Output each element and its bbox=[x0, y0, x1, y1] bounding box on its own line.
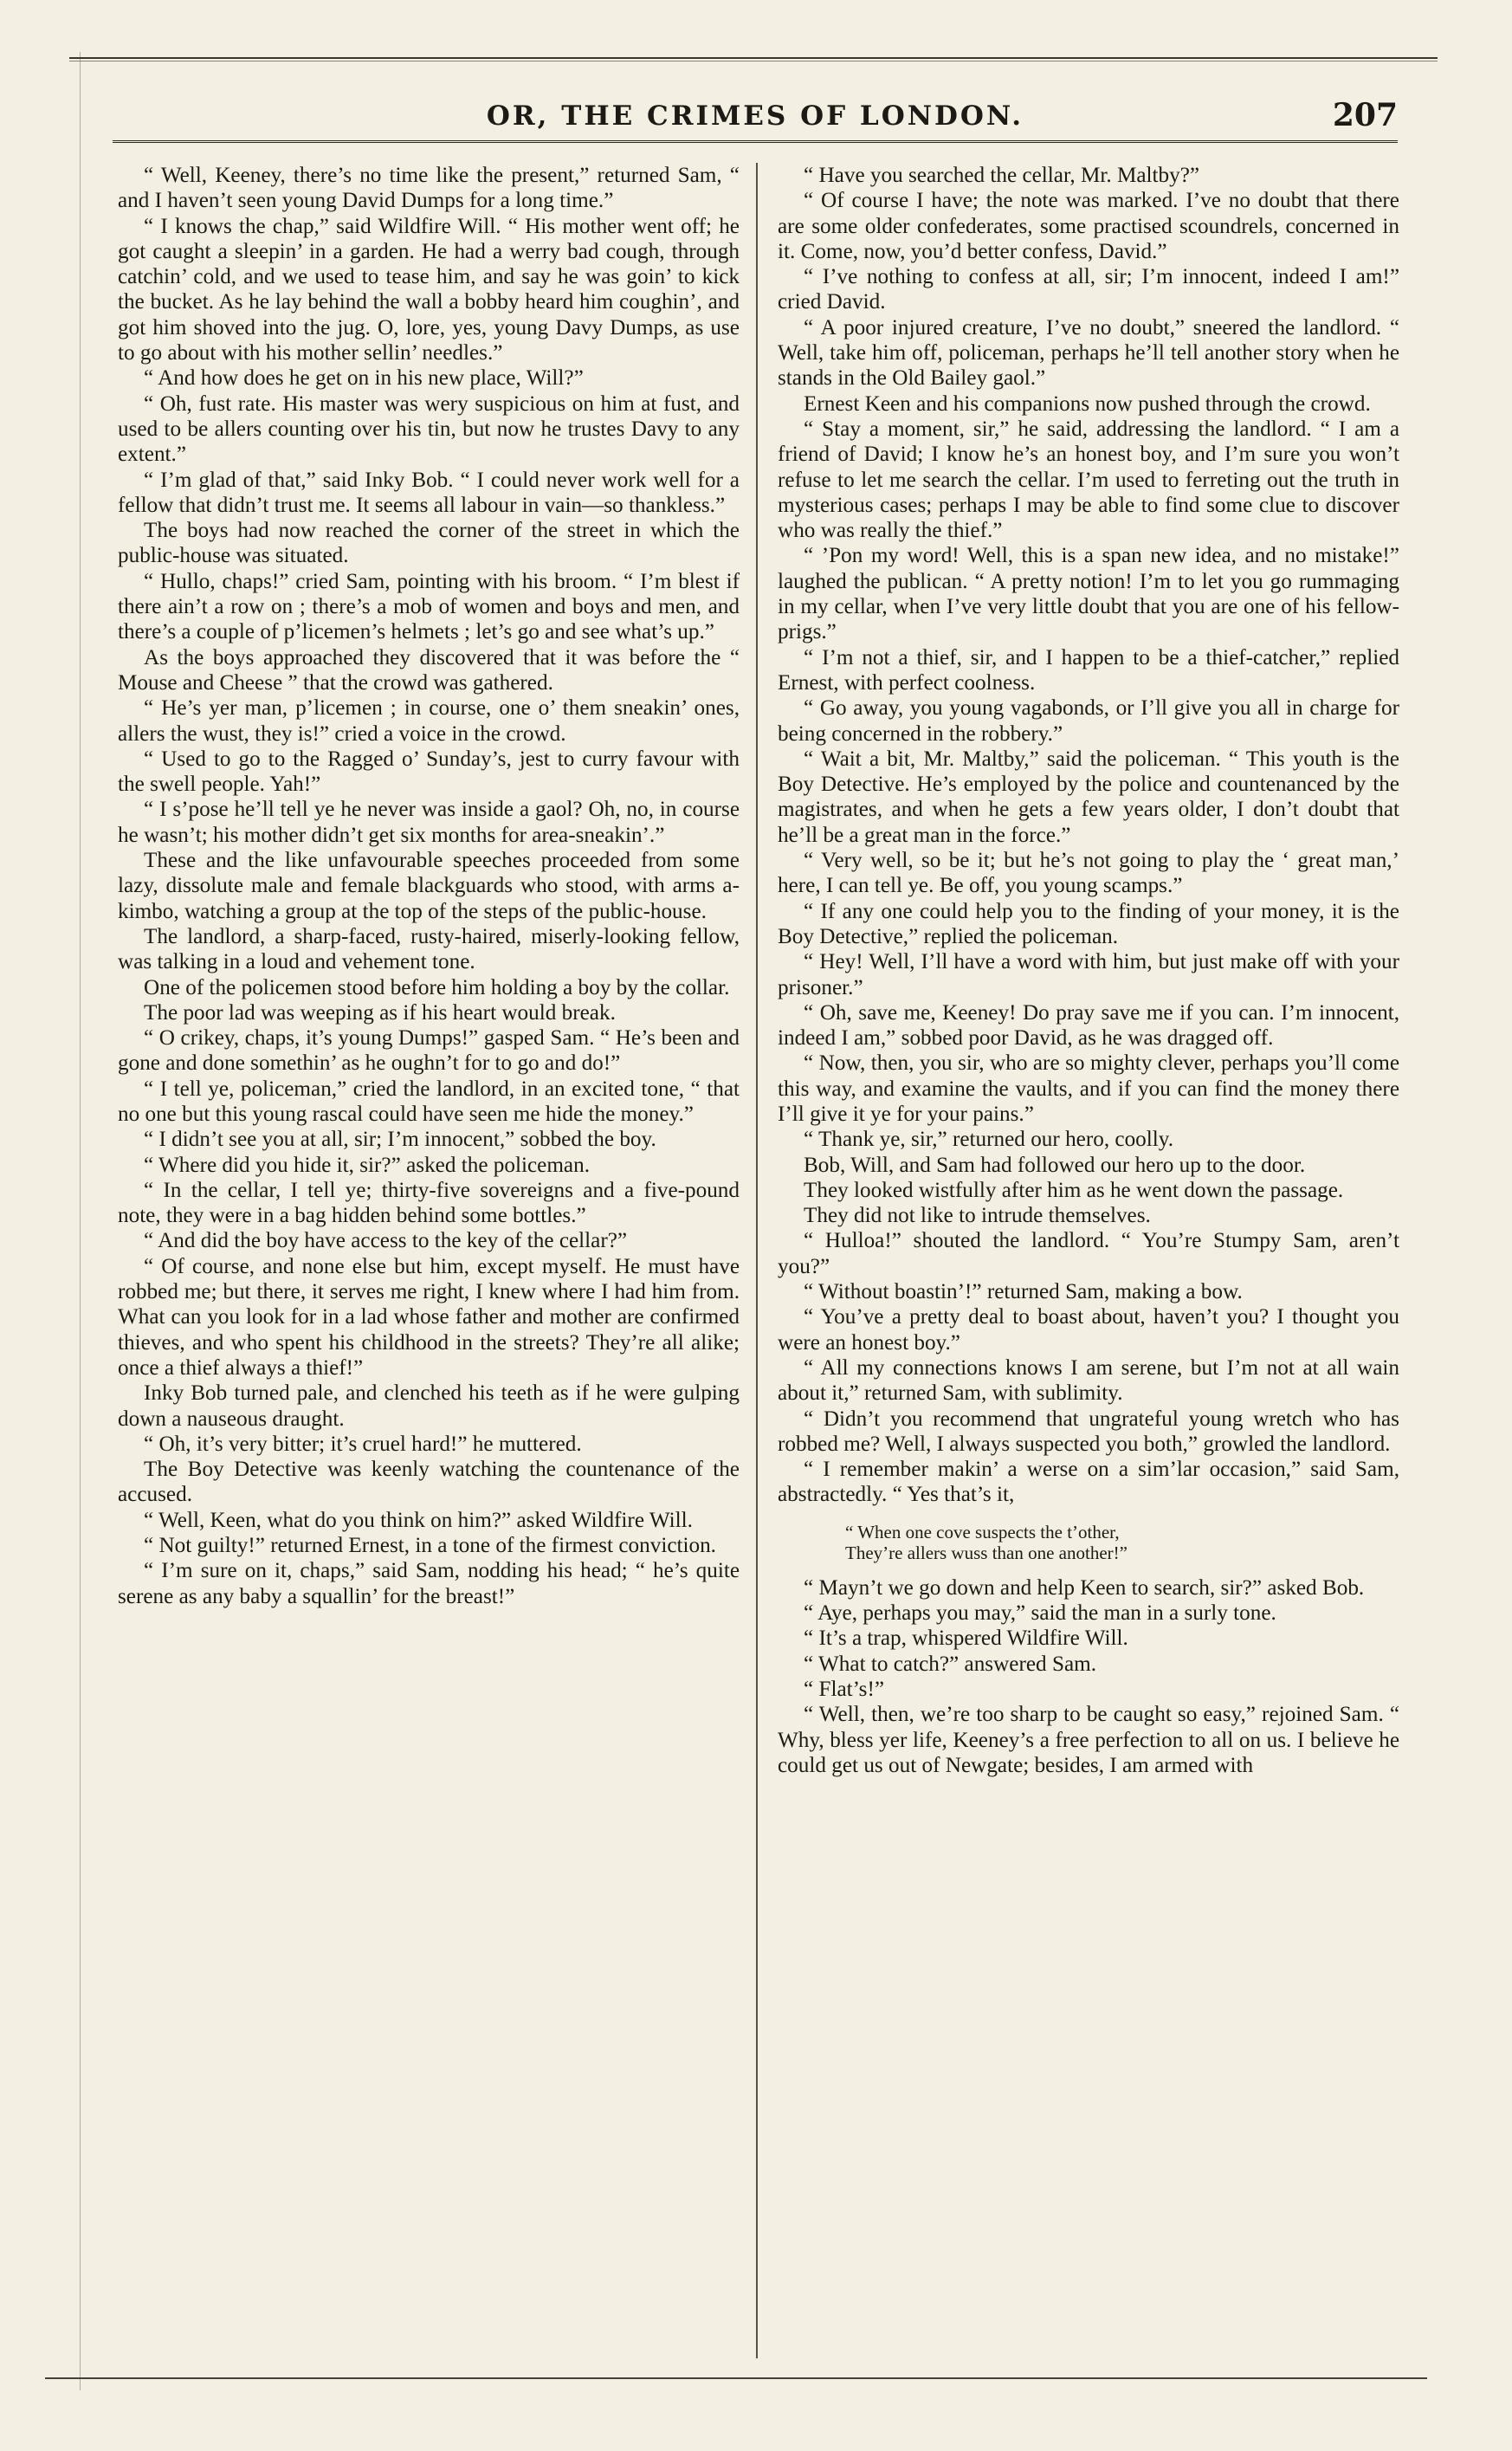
paragraph: “ You’ve a pretty deal to boast about, haven’t you? I thought you were an honest boy.” bbox=[778, 1305, 1399, 1355]
page-number: 207 bbox=[1332, 97, 1398, 133]
paragraph: As the boys approached they discovered that it was before the “ Mouse and Cheese ” that the crowd was gathered. bbox=[118, 645, 740, 695]
right-column bbox=[778, 163, 1399, 2354]
paragraph: The poor lad was weeping as if his heart would break. bbox=[144, 1000, 616, 1025]
paragraph: “ Well, then, we’re too sharp to be caught so easy,” rejoined Sam. “ Why, bless yer life, Keeney’s a free perfection to all on us. I believe he could get us out of Newgate; besides, I am armed with bbox=[778, 1703, 1399, 1777]
paragraph: “ What to catch?” answered Sam. bbox=[804, 1652, 1097, 1676]
paragraph: “ Stay a moment, sir,” he said, addressing the landlord. “ I am a friend of David; I know he’s an honest boy, and I’m sure you won’t refuse to let me search the cellar. I’m used to ferreting out the truth in mysterious cases; perhaps I may be able to find some clue to discover who was really the thief.” bbox=[778, 417, 1399, 543]
paragraph: “ A poor injured creature, I’ve no doubt,” sneered the landlord. “ Well, take him off, policeman, perhaps he’ll tell another story when he stands in the Old Bailey gaol.” bbox=[778, 315, 1399, 391]
paragraph: “ Where did you hide it, sir?” asked the policeman. bbox=[144, 1153, 591, 1177]
paragraph: “ Of course, and none else but him, except myself. He must have robbed me; but there, it serves me right, I knew where I had him from. What can you look for in a lad whose father and mother are confirmed thieves, and who spent his childhood in the streets? They’re all alike; once a thief always a thief!” bbox=[118, 1254, 740, 1380]
paragraph: One of the policemen stood before him holding a boy by the collar. bbox=[144, 975, 730, 999]
paragraph: “ Oh, save me, Keeney! Do pray save me if you can. I’m innocent, indeed I am,” sobbed poor David, as he was dragged off. bbox=[778, 1000, 1399, 1051]
paragraph: “ Wait a bit, Mr. Maltby,” said the policeman. “ This youth is the Boy Detective. He’s employed by the police and countenanced by the magistrates, and when he gets a few years older, I don’t doubt that he’ll be a great man in the force.” bbox=[778, 747, 1399, 847]
paragraph: “ Oh, fust rate. His master was wery suspicious on him at fust, and used to be allers counting over his tin, but now he trustes Davy to any extent.” bbox=[118, 391, 740, 467]
paragraph: The boys had now reached the corner of the street in which the public-house was situated. bbox=[118, 519, 740, 568]
paragraph: “ I tell ye, policeman,” cried the landlord, in an excited tone, “ that no one but this young rascal could have seen me hide the money.” bbox=[118, 1077, 740, 1126]
left-column bbox=[118, 163, 740, 2354]
paragraph: “ I didn’t see you at all, sir; I’m innocent,” sobbed the boy. bbox=[144, 1128, 656, 1152]
paragraph: “ Now, then, you sir, who are so mighty clever, perhaps you’ll come this way, and examine the vaults, and if you can find the money there I’ll give it ye for your pains.” bbox=[778, 1051, 1399, 1126]
paragraph: They did not like to intrude themselves. bbox=[804, 1204, 1151, 1228]
paragraph: “ Well, Keeney, there’s no time like the present,” returned Sam, “ and I haven’t seen young David Dumps for a long time.” bbox=[118, 164, 740, 213]
right-column-part-1 bbox=[778, 163, 1399, 1508]
paragraph: “ ’Pon my word! Well, this is a span new idea, and no mistake!” laughed the publican. “ A pretty notion! I’m to let you go rummaging in my cellar, when I’ve very little doubt that you are one of his fellow-prigs.” bbox=[778, 544, 1399, 644]
paragraph: “ Of course I have; the note was marked. I’ve no doubt that there are some older confederates, some practised scoundrels, concerned in it. Come, now, you’d better confess, David.” bbox=[778, 189, 1399, 263]
paragraph: “ If any one could help you to the finding of your money, it is the Boy Detective,” replied the policeman. bbox=[778, 899, 1399, 948]
paragraph: The landlord, a sharp-faced, rusty-haired, miserly-looking fellow, was talking in a loud and vehement tone. bbox=[118, 924, 740, 974]
paragraph: “ I knows the chap,” said Wildfire Will. “ His mother went off; he got caught a sleepin’ in a garden. He had a werry bad cough, through catchin’ cold, and we used to tease him, and say he was goin’ to kick the bucket. As he lay behind the wall a bobby heard him coughin’, and got him shoved into the jug. O, lore, yes, young Davy Dumps, as use to go about with his mother sellin’ needles.” bbox=[118, 214, 740, 365]
column-divider bbox=[756, 163, 758, 2358]
top-rule bbox=[69, 57, 1438, 59]
paragraph: “ Hey! Well, I’ll have a word with him, but just make off with your prisoner.” bbox=[778, 950, 1399, 999]
paragraph: “ Not guilty!” returned Ernest, in a tone of the firmest conviction. bbox=[144, 1534, 716, 1558]
paragraph: The Boy Detective was keenly watching the countenance of the accused. bbox=[118, 1458, 740, 1507]
paragraph: “ And how does he get on in his new place, Will?” bbox=[144, 366, 584, 391]
paragraph: These and the like unfavourable speeches proceeded from some lazy, dissolute male and female blackguards who stood, with arms a-kimbo, watching a group at the top of the steps of the public-house. bbox=[118, 849, 740, 923]
page-edge-line bbox=[80, 52, 81, 2390]
running-title: OR, THE CRIMES OF LONDON. bbox=[486, 100, 1024, 132]
paragraph: “ Very well, so be it; but he’s not going to play the ‘ great man,’ here, I can tell ye. Be off, you young scamps.” bbox=[778, 849, 1399, 898]
paragraph: “ Have you searched the cellar, Mr. Maltby?” bbox=[804, 164, 1200, 187]
paragraph: “ Go away, you young vagabonds, or I’ll give you all in charge for being concerned in the robbery.” bbox=[778, 696, 1399, 746]
paragraph: “ I’m not a thief, sir, and I happen to be a thief-catcher,” replied Ernest, with perfect coolness. bbox=[778, 645, 1399, 695]
paragraph: “ He’s yer man, p’licemen ; in course, one o’ them sneakin’ ones, allers the wust, they is!” cried a voice in the crowd. bbox=[118, 696, 740, 746]
bottom-rule bbox=[45, 2377, 1427, 2379]
paragraph: They looked wistfully after him as he went down the passage. bbox=[804, 1178, 1344, 1202]
paragraph: “ Flat’s!” bbox=[804, 1677, 885, 1701]
paragraph: “ I remember makin’ a werse on a sim’lar occasion,” said Sam, abstractedly. “ Yes that’s it, bbox=[778, 1458, 1399, 1507]
paragraph: Bob, Will, and Sam had followed our hero up to the door. bbox=[804, 1153, 1306, 1177]
paragraph: “ I s’pose he’ll tell ye he never was inside a gaol? Oh, no, in course he wasn’t; his mother didn’t get six months for area-sneakin’.” bbox=[118, 798, 740, 847]
verse-line-1: “ When one cove suspects the t’other, bbox=[845, 1521, 1120, 1542]
paragraph: “ It’s a trap, whispered Wildfire Will. bbox=[804, 1626, 1128, 1651]
paragraph: “ O crikey, chaps, it’s young Dumps!” gasped Sam. “ He’s been and gone and done somethin’ as he oughn’t for to go and do!” bbox=[118, 1026, 740, 1076]
paragraph: “ Well, Keen, what do you think on him?” asked Wildfire Will. bbox=[144, 1508, 693, 1532]
right-column-part-2 bbox=[778, 1575, 1399, 1778]
paragraph: “ All my connections knows I am serene, but I’m not at all wain about it,” returned Sam, with sublimity. bbox=[778, 1355, 1399, 1406]
paragraph: “ I’m sure on it, chaps,” said Sam, nodding his head; “ he’s quite serene as any baby a squallin’ for the breast!” bbox=[118, 1559, 740, 1608]
paragraph: “ Used to go to the Ragged o’ Sunday’s, jest to curry favour with the swell people. Yah!” bbox=[118, 747, 740, 797]
paragraph: “ Hulloa!” shouted the landlord. “ You’re Stumpy Sam, aren’t you?” bbox=[778, 1229, 1399, 1278]
paragraph: “ Didn’t you recommend that ungrateful young wretch who has robbed me? Well, I always suspected you both,” growled the landlord. bbox=[778, 1407, 1399, 1456]
page-header bbox=[113, 94, 1398, 143]
paragraph: “ Aye, perhaps you may,” said the man in a surly tone. bbox=[804, 1601, 1276, 1626]
paragraph: “ Mayn’t we go down and help Keen to search, sir?” asked Bob. bbox=[804, 1575, 1365, 1600]
paragraph: “ Without boastin’!” returned Sam, making a bow. bbox=[804, 1280, 1243, 1304]
paragraph: Inky Bob turned pale, and clenched his teeth as if he were gulping down a nauseous draught. bbox=[118, 1381, 740, 1431]
paragraph: “ In the cellar, I tell ye; thirty-five sovereigns and a five-pound note, they were in a bag hidden behind some bottles.” bbox=[118, 1178, 740, 1228]
paragraph: “ I’m glad of that,” said Inky Bob. “ I could never work well for a fellow that didn’t trust me. It seems all labour in vain—so thankless.” bbox=[118, 468, 740, 517]
verse-couplet bbox=[778, 1522, 1399, 1563]
paragraph: “ Hullo, chaps!” cried Sam, pointing with his broom. “ I’m blest if there ain’t a row on ; there’s a mob of women and boys and men, and there’s a couple of p’licemen’s helmets ; let’s go and see what’s up.” bbox=[118, 569, 740, 644]
paragraph: “ Oh, it’s very bitter; it’s cruel hard!” he muttered. bbox=[144, 1432, 582, 1456]
paragraph: Ernest Keen and his companions now pushed through the crowd. bbox=[804, 391, 1371, 416]
paragraph: “ I’ve nothing to confess at all, sir; I’m innocent, indeed I am!” cried David. bbox=[778, 265, 1399, 314]
paragraph: “ Thank ye, sir,” returned our hero, coolly. bbox=[804, 1128, 1174, 1152]
verse-line-2: They’re allers wuss than one another!” bbox=[845, 1542, 1128, 1563]
paragraph: “ And did the boy have access to the key of the cellar?” bbox=[144, 1229, 628, 1253]
